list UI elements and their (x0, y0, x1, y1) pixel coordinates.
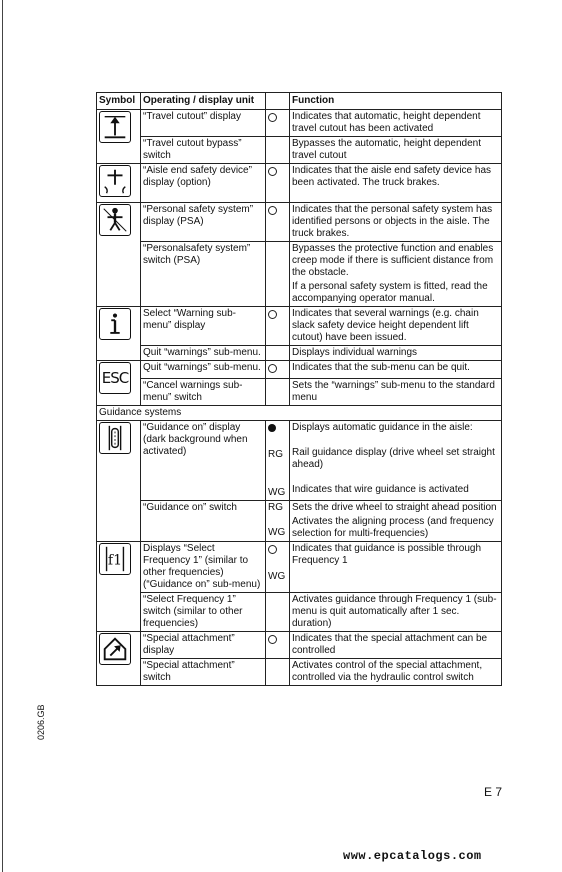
function-text: Displays automatic guidance in the aisle: (292, 422, 473, 433)
function-cell: Displays individual warnings (290, 346, 502, 361)
code-label: WG (268, 571, 286, 582)
filled-indicator-icon (268, 424, 276, 432)
section-heading: Guidance systems (97, 406, 502, 421)
symbol-cell (97, 203, 141, 307)
table-row (97, 501, 502, 542)
travel-cutout-icon (99, 111, 131, 143)
status-cell (266, 203, 290, 242)
controls-table (96, 92, 502, 686)
aisle-end-safety-icon (99, 165, 131, 197)
function-cell: Indicates that automatic, height dependent travel cutout has been activated (290, 110, 502, 137)
unit-cell: “Travel cutout” display (141, 110, 266, 137)
symbol-cell (97, 632, 141, 686)
esc-icon: ESC (99, 362, 131, 394)
page-number: E 7 (484, 785, 503, 799)
status-cell (266, 542, 290, 593)
unit-cell: “Guidance on” switch (141, 501, 266, 542)
page-left-border (2, 0, 3, 872)
website-watermark: www.epcatalogs.com (343, 849, 482, 863)
table-row (97, 110, 502, 137)
function-note: If a personal safety system is fitted, read the accompanying operator manual. (292, 281, 488, 304)
table-row (97, 242, 502, 307)
status-cell (266, 346, 290, 361)
unit-cell: “Special attachment” switch (141, 659, 266, 686)
table-row (97, 307, 502, 346)
header-function: Function (290, 93, 502, 110)
svg-text:f1: f1 (107, 552, 123, 569)
function-cell (290, 501, 502, 542)
table-row (97, 137, 502, 164)
header-symbol: Symbol (97, 93, 141, 110)
table-row (97, 632, 502, 659)
circle-indicator-icon (268, 113, 277, 122)
table-header-row (97, 93, 502, 110)
function-cell: Indicates that several warnings (e.g. chain slack safety device height dependent lift cutout) have been issued. (290, 307, 502, 346)
unit-cell: “Guidance on” display (dark background when activated) (141, 421, 266, 501)
unit-cell: Quit “warnings” sub-menu. (141, 346, 266, 361)
unit-cell: “Personalsafety system” switch (PSA) (141, 242, 266, 307)
status-cell (266, 110, 290, 137)
status-cell (266, 361, 290, 379)
unit-cell: “Travel cutout bypass” switch (141, 137, 266, 164)
function-cell: Indicates that the sub-menu can be quit. (290, 361, 502, 379)
function-text: Rail guidance display (drive wheel set straight ahead) (292, 447, 495, 470)
symbol-cell (97, 421, 141, 542)
unit-cell: “Select Frequency 1” switch (similar to other frequencies) (141, 593, 266, 632)
circle-indicator-icon (268, 635, 277, 644)
symbol-cell (97, 307, 141, 361)
status-cell (266, 379, 290, 406)
status-cell (266, 164, 290, 203)
function-text: Indicates that wire guidance is activated (292, 484, 469, 495)
status-cell (266, 659, 290, 686)
status-cell (266, 242, 290, 307)
code-label: WG (268, 487, 286, 498)
symbol-cell (97, 164, 141, 203)
circle-indicator-icon (268, 364, 277, 373)
header-status (266, 93, 290, 110)
unit-cell: Quit “warnings” sub-menu. (141, 361, 266, 379)
function-text: Bypasses the protective function and enables creep mode if there is sufficient distance from the obstacle. (292, 243, 494, 278)
function-cell (290, 242, 502, 307)
function-cell: Activates control of the special attachment, controlled via the hydraulic control switch (290, 659, 502, 686)
function-cell: Indicates that the special attachment can be controlled (290, 632, 502, 659)
table-row (97, 421, 502, 501)
status-cell (266, 421, 290, 501)
circle-indicator-icon (268, 167, 277, 176)
function-cell: Indicates that the personal safety system has identified persons or objects in the aisle. The truck brakes. (290, 203, 502, 242)
status-cell (266, 632, 290, 659)
function-cell: Sets the “warnings” sub-menu to the standard menu (290, 379, 502, 406)
table-row (97, 593, 502, 632)
table-row (97, 379, 502, 406)
function-cell: Indicates that the aisle end safety device has been activated. The truck brakes. (290, 164, 502, 203)
function-cell: Activates guidance through Frequency 1 (sub-menu is quit automatically after 1 sec. duration) (290, 593, 502, 632)
table-row (97, 542, 502, 593)
unit-cell: Displays “Select Frequency 1” (similar to other frequencies) (“Guidance on” sub-menu) (141, 542, 266, 593)
special-attachment-icon (99, 633, 131, 665)
function-text: Sets the drive wheel to straight ahead position (292, 502, 497, 513)
status-cell (266, 501, 290, 542)
unit-cell: “Cancel warnings sub-menu” switch (141, 379, 266, 406)
table-row (97, 346, 502, 361)
table-row (97, 361, 502, 379)
table-row (97, 164, 502, 203)
code-label: RG (268, 449, 283, 460)
header-unit: Operating / display unit (141, 93, 266, 110)
function-cell: Bypasses the automatic, height dependent travel cutout (290, 137, 502, 164)
guidance-icon (99, 422, 131, 454)
function-cell (290, 421, 502, 501)
personal-safety-icon (99, 204, 131, 236)
circle-indicator-icon (268, 206, 277, 215)
symbol-cell (97, 361, 141, 406)
symbol-cell (97, 110, 141, 164)
frequency-1-icon (99, 543, 131, 575)
function-text: Activates the aligning process (and frequency selection for multi-frequencies) (292, 516, 494, 539)
info-icon (99, 308, 131, 340)
status-cell (266, 307, 290, 346)
unit-cell: “Special attachment” display (141, 632, 266, 659)
unit-cell: “Personal safety system” display (PSA) (141, 203, 266, 242)
status-cell (266, 137, 290, 164)
table-row (97, 203, 502, 242)
code-label: WG (268, 527, 286, 538)
section-row (97, 406, 502, 421)
circle-indicator-icon (268, 310, 277, 319)
code-label: RG (268, 502, 283, 513)
table-row (97, 659, 502, 686)
document-code: 0206.GB (36, 704, 46, 740)
unit-cell: Select “Warning sub-menu” display (141, 307, 266, 346)
circle-indicator-icon (268, 545, 277, 554)
status-cell (266, 593, 290, 632)
function-cell: Indicates that guidance is possible through Frequency 1 (290, 542, 502, 593)
unit-cell: “Aisle end safety device” display (option) (141, 164, 266, 203)
symbol-cell (97, 542, 141, 632)
